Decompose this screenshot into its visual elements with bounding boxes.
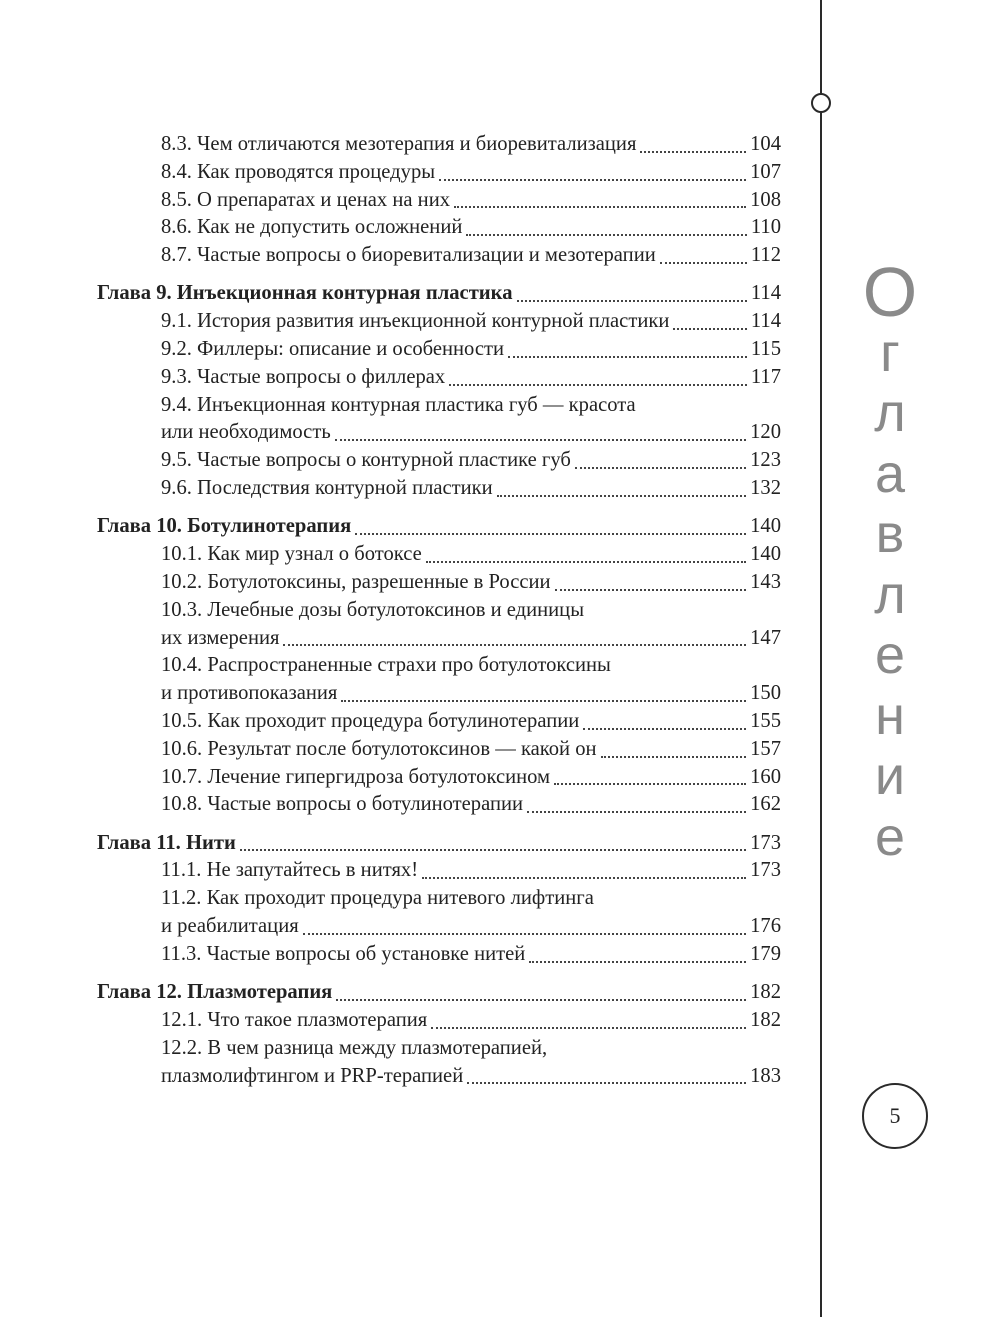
side-title-letter: О	[862, 253, 918, 331]
side-title-letter: в	[875, 504, 905, 564]
toc-entry-page: 104	[750, 133, 781, 155]
toc-entry-title: 10.2. Ботулотоксины, разрешенные в России	[161, 570, 551, 593]
toc-entry-page: 107	[750, 160, 781, 183]
dot-leader	[426, 561, 746, 563]
toc-entry[interactable]	[97, 708, 781, 736]
side-title-letter: и	[874, 746, 906, 806]
toc-chapter-title: Глава 11. Нити	[97, 831, 236, 854]
toc-entry-title: и противопоказания	[161, 682, 338, 705]
side-title	[840, 253, 940, 867]
toc-entry-title: 11.3. Частые вопросы об установке нитей	[161, 942, 526, 965]
toc-entry-title: 9.4. Инъекционная контурная пластика губ — красота	[161, 393, 636, 416]
toc-entry[interactable]	[97, 941, 781, 969]
toc-entry-first-line[interactable]	[97, 652, 781, 680]
toc-entry-page: 115	[750, 338, 781, 361]
margin-rule	[820, 0, 822, 1317]
toc-entry[interactable]	[97, 541, 781, 569]
toc-entry-title: 10.8. Частые вопросы о ботулинотерапии	[161, 793, 524, 816]
toc-entry[interactable]	[97, 214, 781, 242]
toc-entry-title: 12.2. В чем разница между плазмотерапией,	[161, 1036, 548, 1059]
toc-entry-title: 10.3. Лечебные дозы ботулотоксинов и единицы	[161, 598, 585, 621]
toc-entry[interactable]	[97, 913, 781, 941]
toc-entry-page: 147	[750, 626, 781, 649]
toc-entry-title: 10.5. Как проходит процедура ботулинотерапии	[161, 709, 580, 732]
toc-chapter-title: Глава 10. Ботулинотерапия	[97, 515, 352, 538]
dot-leader	[467, 1082, 746, 1084]
dot-leader	[355, 533, 746, 535]
toc-entry-title: 9.6. Последствия контурной пластики	[161, 477, 493, 500]
toc-entry[interactable]	[97, 308, 781, 336]
toc-entry-page: 155	[750, 709, 781, 732]
dot-leader	[508, 356, 747, 358]
dot-leader	[439, 179, 746, 181]
toc-entry-title: 9.2. Филлеры: описание и особенности	[161, 338, 505, 361]
toc-entry-page: 182	[750, 1008, 781, 1031]
toc-entry[interactable]	[97, 159, 781, 187]
toc-entry-page: 179	[750, 942, 781, 965]
dot-leader	[449, 384, 747, 386]
toc-entry-page: 140	[750, 515, 781, 538]
dot-leader	[527, 811, 746, 813]
dot-leader	[583, 728, 746, 730]
toc-entry-page: 182	[750, 981, 781, 1004]
toc-entry[interactable]	[97, 187, 781, 215]
toc-entry-title: 8.7. Частые вопросы о биоревитализации и мезотерапии	[161, 244, 656, 267]
toc-entry[interactable]	[97, 242, 781, 270]
toc-entry-page: 150	[750, 682, 781, 705]
toc-entry-page: 112	[750, 244, 781, 267]
dot-leader	[575, 467, 746, 469]
toc-entry-page: 120	[750, 421, 781, 444]
toc-entry-page: 143	[750, 570, 781, 593]
dot-leader	[336, 999, 746, 1001]
toc-entry-title: 10.7. Лечение гипергидроза ботулотоксином	[161, 765, 551, 788]
side-title-letter: е	[874, 806, 906, 867]
toc-chapter[interactable]	[97, 979, 781, 1007]
toc-chapter[interactable]	[97, 830, 781, 858]
toc-entry-title: 10.4. Распространенные страхи про ботулотоксины	[161, 654, 611, 677]
toc-entry-page: 176	[750, 915, 781, 938]
toc-entry-title: 12.1. Что такое плазмотерапия	[161, 1008, 428, 1031]
table-of-contents	[97, 131, 781, 1090]
toc-entry-page: 140	[750, 543, 781, 566]
dot-leader	[466, 234, 746, 236]
toc-chapter-title: Глава 12. Плазмотерапия	[97, 981, 333, 1004]
toc-entry-page: 108	[750, 188, 781, 211]
toc-chapter-title: Глава 9. Инъекционная контурная пластика	[97, 282, 513, 305]
dot-leader	[431, 1027, 746, 1029]
dot-leader	[335, 439, 746, 441]
toc-entry[interactable]	[97, 131, 781, 159]
toc-entry-title: и реабилитация	[161, 915, 299, 938]
dot-leader	[601, 756, 747, 758]
dot-leader	[303, 933, 746, 935]
toc-entry[interactable]	[97, 857, 781, 885]
toc-entry-title: 8.4. Как проводятся процедуры	[161, 160, 436, 183]
side-title-letter: г	[880, 322, 900, 383]
toc-entry[interactable]	[97, 336, 781, 364]
toc-entry-page: 173	[750, 831, 781, 854]
toc-entry[interactable]	[97, 419, 781, 447]
toc-entry-title: 8.6. Как не допустить осложнений	[161, 216, 463, 239]
toc-entry[interactable]	[97, 364, 781, 392]
page-number	[862, 1083, 928, 1149]
toc-entry-page: 117	[750, 365, 781, 388]
toc-entry-title: 9.5. Частые вопросы о контурной пластике губ	[161, 449, 571, 472]
toc-entry-page: 132	[750, 477, 781, 500]
dot-leader	[422, 877, 746, 879]
toc-entry[interactable]	[97, 447, 781, 475]
toc-entry-title: 8.5. О препаратах и ценах на них	[161, 188, 451, 211]
dot-leader	[497, 495, 746, 497]
toc-entry-page: 157	[750, 737, 781, 760]
toc-entry-first-line[interactable]	[97, 1035, 781, 1063]
toc-entry-title: их измерения	[161, 626, 280, 649]
toc-entry[interactable]	[97, 569, 781, 597]
dot-leader	[240, 849, 746, 851]
toc-entry-title: 11.2. Как проходит процедура нитевого лифтинга	[161, 887, 594, 910]
toc-entry[interactable]	[97, 1063, 781, 1091]
toc-entry-title: или необходимость	[161, 421, 331, 444]
toc-entry[interactable]	[97, 764, 781, 792]
toc-entry-page: 162	[750, 793, 781, 816]
dot-leader	[517, 300, 747, 302]
toc-entry[interactable]	[97, 475, 781, 503]
page-number-text: 5	[889, 1103, 901, 1128]
toc-entry-page: 114	[750, 310, 781, 333]
toc-entry-page: 183	[750, 1064, 781, 1087]
toc-chapter[interactable]	[97, 513, 781, 541]
side-title-letter: л	[874, 564, 906, 625]
dot-leader	[341, 700, 746, 702]
dot-leader	[454, 206, 746, 208]
toc-entry-title: 8.3. Чем отличаются мезотерапия и биоревитализация	[161, 133, 637, 155]
dot-leader	[555, 589, 747, 591]
toc-entry-title: 10.1. Как мир узнал о ботоксе	[161, 543, 422, 566]
dot-leader	[660, 262, 747, 264]
toc-entry[interactable]	[97, 736, 781, 764]
toc-entry-title: плазмолифтингом и PRP-терапией	[161, 1064, 464, 1087]
toc-entry-title: 9.1. История развития инъекционной контурной пластики	[161, 310, 670, 333]
side-title-letter: н	[875, 685, 905, 746]
toc-entry[interactable]	[97, 1007, 781, 1035]
toc-entry[interactable]	[97, 680, 781, 708]
dot-leader	[529, 961, 746, 963]
side-title-letter: а	[874, 443, 906, 504]
dot-leader	[640, 151, 746, 153]
toc-entry-page: 114	[750, 282, 781, 305]
toc-entry-page: 160	[750, 765, 781, 788]
dot-leader	[554, 783, 746, 785]
toc-entry-page: 110	[750, 216, 781, 239]
toc-entry[interactable]	[97, 625, 781, 653]
toc-entry-title: 11.1. Не запутайтесь в нитях!	[161, 859, 419, 882]
toc-chapter[interactable]	[97, 280, 781, 308]
side-title-letter: е	[874, 625, 906, 685]
toc-entry-page: 173	[750, 859, 781, 882]
toc-entry-title: 9.3. Частые вопросы о филлерах	[161, 365, 446, 388]
toc-entry-first-line[interactable]	[97, 885, 781, 913]
side-title-letter: л	[874, 383, 906, 443]
toc-entry[interactable]	[97, 791, 781, 819]
toc-entry-first-line[interactable]	[97, 392, 781, 420]
dot-leader	[283, 644, 746, 646]
dot-leader	[673, 328, 746, 330]
toc-entry-first-line[interactable]	[97, 597, 781, 625]
toc-entry-title: 10.6. Результат после ботулотоксинов — какой он	[161, 737, 597, 760]
toc-entry-page: 123	[750, 449, 781, 472]
ring-ornament-icon	[811, 93, 831, 113]
